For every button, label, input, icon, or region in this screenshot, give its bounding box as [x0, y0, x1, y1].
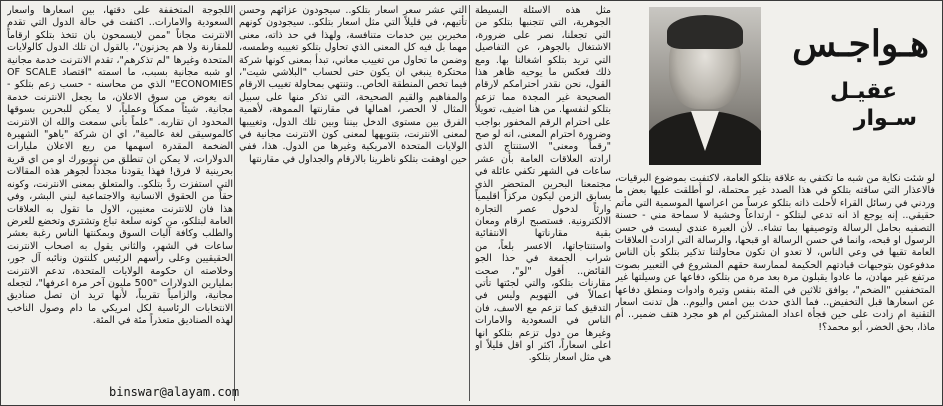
author-photo: [649, 7, 761, 165]
article-column-middle: [239, 5, 467, 401]
column-masthead: [761, 9, 937, 169]
column-text-right-top: مثل هذه الاسئلة البسيطة الجوهرية، التي تتجنبها بتلكو من التي تجعلنا، نصر على ضرورة، الاشتغال بالجوهر، عن التفاصيل التي تريد بتلكو اشغالنا بها. ومع ذلك فعكس ما يوحيه ظاهر هذا القول، نحن نقدر احترامكم لارقام الصحيحة غير المجدة مما تزعم بتلكو لنفسها. من هنا اضيف، تعويلاً على احترام الرقم المخفور بواجب وضرورة احترام المعنى، انه لو صح "رقماً ومعنى" الاستنتاج الذي ارادته العلاقات العامة بأن عشر ساعات في الشهر تكفي عائلة في مجتمعنا البحرين المتحضر الذي يسابق الزمن ليكون مركزاً اقليمياً وارثاً لدخول عصر التجارة الالكترونية. فستصبح ارقام ومعان بقية مقارناتها الانتقائية واستنتاجاتها، الاعسر بلعاً، من شراب الجمعة في حذا الجو القائض.. أقول "لو"، صحت مقارنات بتلكو، والتي لجئتها تأتي اعمالاً في التهويم وليس في التدقيق كما تزعم مع الاسف، فان الناس في السعودية والامارات وغيرها من دول تزعم بتلكو انها اعلى اسعاراً، اكثر او اقل قليلاً او هي مثل اسعار بتلكو.: [475, 5, 611, 364]
column-text-right-bottom: لو شئت نكاية من شبه ما تكتفي به علاقة بتلكو العامة، لاكتفيت بموضوع البرقيات، فالاعذار التي ساقته بتلكو في هذا الصدد غير محتملة، لو أطلقت عليها بعض ما وردني في رسائل القراء لأحلت ذاته بتلكو عرساً من اعراسها الموسمية التي مأتم حقيقي.. إنه يوجع اذ انه تدعي لبتلكو - ارتداعاً وخشية لا سماحة مني - حسنة التصفيه بحامل الرسالة وتوصيفها بما تشاء.. لأن العبرة عندي ليست في حسن الرسول او قبحه، وانما في حسن الرسالة او قبحها، والرسالة التي ارادت العلاقات العامة تقيها في وعي الناس، لا تعدو ان تكون محاولتنا تذكير بتلكو بأن الناس مدفوعون بتوجيهات قيادتهم الحكيمة لممارسة حقهم المشروع في التعبير بصوت مرتفع غير مهادن، ما عادوا يقبلون مرة بعد مرة من بتلكو، دفاعها عن وسيلتها غير المتخففين "الضخم"، يوافق ثلاثين في المئة بنفس وتيرة وادوات ومنطق دفاعها عن اسعارها قبل التخفيض.. فما الذي حدث بين امس واليوم.. هل تدنت اسعار التقنية ام زادت على حين فجأة اعداد المشتركين ام هو مجرد هتف ضمير.. أم ماذا، بحق الخضر، أبو محمد؟!: [615, 173, 935, 333]
column-divider: [469, 5, 470, 401]
article-column-right-top: [475, 5, 611, 401]
author-name-last: سـوار: [853, 106, 917, 131]
column-divider: [234, 5, 235, 401]
column-text-left: اللجوجة المتخففة على دقتها، بين اسعارها واسعار السعودية والامارات.. اكتفت في حالة الدول التي تقدم الانترنت مجاناً "ممن لايسمحون بان تتخذ بتلكو ارقاماً للمقارنة ولا هم يحزنون"، بالقول ان تلك الدول كالولايات المتحدة وغيرها "لم تذكرهم"، تقدم الانترنت خدمة مجانية او شبه مجانية بسبب، ما اسمته "اقتصاد OF SCALE ECONOMIES" الذي من محاسنه - حسب زعم بتلكو - انه يعوض من سوق الاعلان، ما يجعل الانترنت خدمة مجانية. شيئاً ممكناً وعملياً، لا يمكن للبحرين بسوقها المحدود ان تقاربه. "علماً بأني سمعت والله ان الانترنت كالموسيقى لغة عالمية"، اي ان شركة "ياهو" الشهيرة الضخمة المقدرة اسهمها من ريع الاعلان مليارات الدولارات، لا يمكن ان تنطلق من نيويورك او من اي قرية بحرينية لا فرق! فهذا يقودنا مجدداً لجوهر هذه المقالات التي استفزت ردَّ بتلكو.. والمتعلق بمعنى الانترنت، وكونه حقاً من الحقوق الانسانية والاجتماعية لبني البشر، وفي هذا فان للانترنت معنيين، الاول ما تقول به العلاقات العامة لبتلكو، من كونه سلعة تباع وتشتري وتخضع للعرض والطلب وكافة آليات السوق وبمكنتها الناس رغبة بعشر ساعات في الشهر، والثاني يقول به اصحاب الانترنت الحقيقيين وعلى رأسهم الرئيس كلنتون ونائبه آل جور، وخلاصته ان حكومة الولايات المتحدة، تدعم الانترنت بمليارين الدولارات "500 مليون آخر مرة اعرفها"، لتجعله مجانية، والزامياً تقريباً، لأنها تريد ان تصل صناديق الانتخابات الرئاسية لكل امريكي ما دام وصول الناخب لهذه الصناديق متعذراً مئة في المئة.: [7, 5, 233, 327]
article-column-right-bottom: [615, 173, 935, 401]
column-text-middle: التي عشر سعر اسعار بتلكو.. سيجودون عزائهم وحسن تأتيهم، في قليلاً التي مثل اسعار بتلكو.. سيجودون كونهم مخيرين بين خدمات متنافسة، ولهذا في حد ذاته، معنى مهما بل فيه كل المعنى الذي تحاول بتلكو تغييبه وطمسه، وضمن ما تحاول من تغييب معاني، تبدأ بمعنى كونها شركة محتكرة ينبغي ان يكون حتى لحساب "البلاشي شيت"، فيما تخص المنطقة الخاص.. وتنتهي بمحاولة تغييب الارقام والمفاهيم والقيم الصحيحة، التي تذكر منها على سبيل المثال لا الحصر، اهمالها في مقارنتها المموهة، لأهمية الفرق بين مستوى الدخل بيننا وبين تلك الدول، وتغييبها لمعنى الانترنت، بتنويهها لمعنى كون الانترنت مجانية في الولايات المتحدة الامريكية وغيرها من الدول. هذا، ففي حين اوهقت بتلكو ناظرينا بالارقام والجداول في مقارنتها: [239, 5, 467, 165]
author-name-first: عقيـل: [830, 79, 897, 104]
author-email: binswar@alayam.com: [109, 385, 240, 399]
column-title: هـواجـس: [792, 23, 929, 65]
author-photo-hair: [667, 15, 743, 49]
article-column-left: [7, 5, 233, 401]
